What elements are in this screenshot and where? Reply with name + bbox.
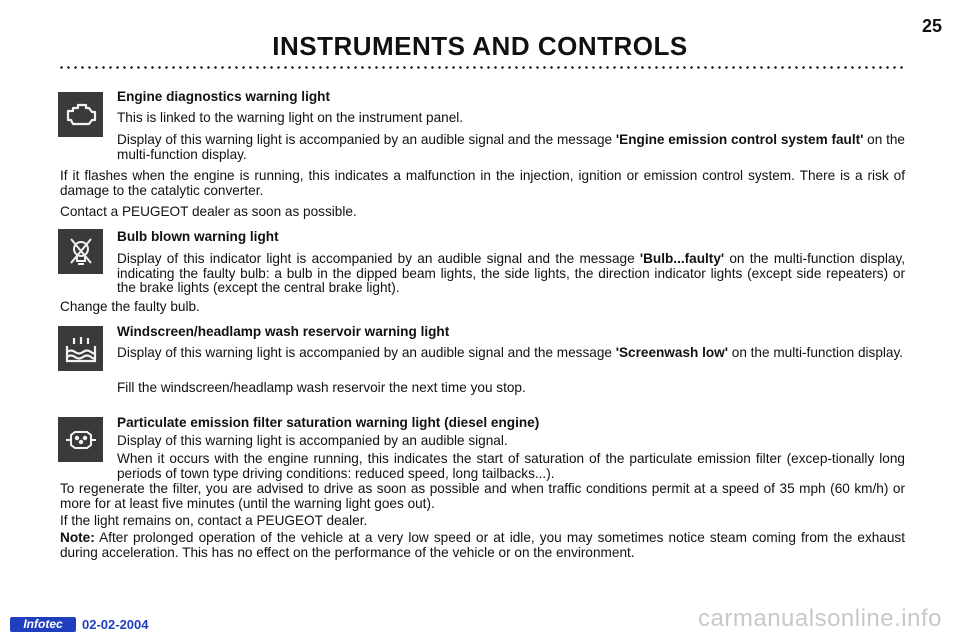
filter-warning-text: Display of this warning light is accompanied by an audible signal. xyxy=(117,433,508,448)
filter-note: Note: After prolonged operation of the vehicle at a very low speed or at idle, you may sometimes notice steam coming from the exhaust during acceleration. This has no effect on the performance of the vehicle or on the environment. xyxy=(60,530,905,560)
bulb-change-text: Change the faulty bulb. xyxy=(60,299,200,314)
filter-regenerate-text: To regenerate the filter, you are advised to drive as soon as possible and when traffic conditions permit at a speed of 35 mph (60 km/h) or more for at least five minutes (until the warning light goes out). xyxy=(60,481,905,511)
filter-saturation-text: When it occurs with the engine running, this indicates the start of saturation of the particulate emission filter (excep-tionally long periods of town type driving conditions: reduced speed, long tailbacks...). xyxy=(117,451,905,481)
filter-warning-heading: Particulate emission filter saturation warning light (diesel engine) xyxy=(117,415,540,430)
bulb-icon xyxy=(58,229,103,274)
engine-warning-message: Display of this warning light is accompanied by an audible signal and the message 'Engine emission control system fault' on the multi-function display. xyxy=(117,132,905,162)
washer-warning-message: Display of this warning light is accompanied by an audible signal and the message 'Screenwash low' on the multi-function display. xyxy=(117,345,904,360)
page-number: 25 xyxy=(921,16,942,36)
bulb-warning-heading: Bulb blown warning light xyxy=(117,229,279,244)
washer-reservoir-icon xyxy=(58,326,103,371)
dotted-divider xyxy=(58,66,906,69)
footer-date: 02-02-2004 xyxy=(82,617,149,632)
engine-icon xyxy=(58,92,103,137)
watermark: carmanualsonline.info xyxy=(698,605,942,632)
washer-fill-text: Fill the windscreen/headlamp wash reservoir the next time you stop. xyxy=(117,380,526,395)
washer-warning-heading: Windscreen/headlamp wash reservoir warning light xyxy=(117,324,450,339)
engine-warning-heading: Engine diagnostics warning light xyxy=(117,89,330,104)
infotec-logo: Infotec xyxy=(10,617,76,632)
filter-contact-text: If the light remains on, contact a PEUGEOT dealer. xyxy=(60,513,368,528)
bulb-warning-message: Display of this indicator light is accompanied by an audible signal and the message 'Bulb...faulty' on the multi-function display, indicating the faulty bulb: a bulb in the dipped beam lights, the side lights, the direction indicator lights (except side repeaters) or the brake lights (except the central brake light). xyxy=(117,251,906,295)
particulate-filter-icon xyxy=(58,417,103,462)
engine-warning-text: This is linked to the warning light on the instrument panel. xyxy=(117,110,464,125)
engine-contact-text: Contact a PEUGEOT dealer as soon as possible. xyxy=(60,204,357,219)
note-label: Note: xyxy=(60,530,95,545)
engine-flashing-text: If it flashes when the engine is running, this indicates a malfunction in the injection, ignition or emission control system. There is a risk of damage to the catalytic converter. xyxy=(60,168,905,198)
page-title: INSTRUMENTS AND CONTROLS xyxy=(272,31,688,61)
